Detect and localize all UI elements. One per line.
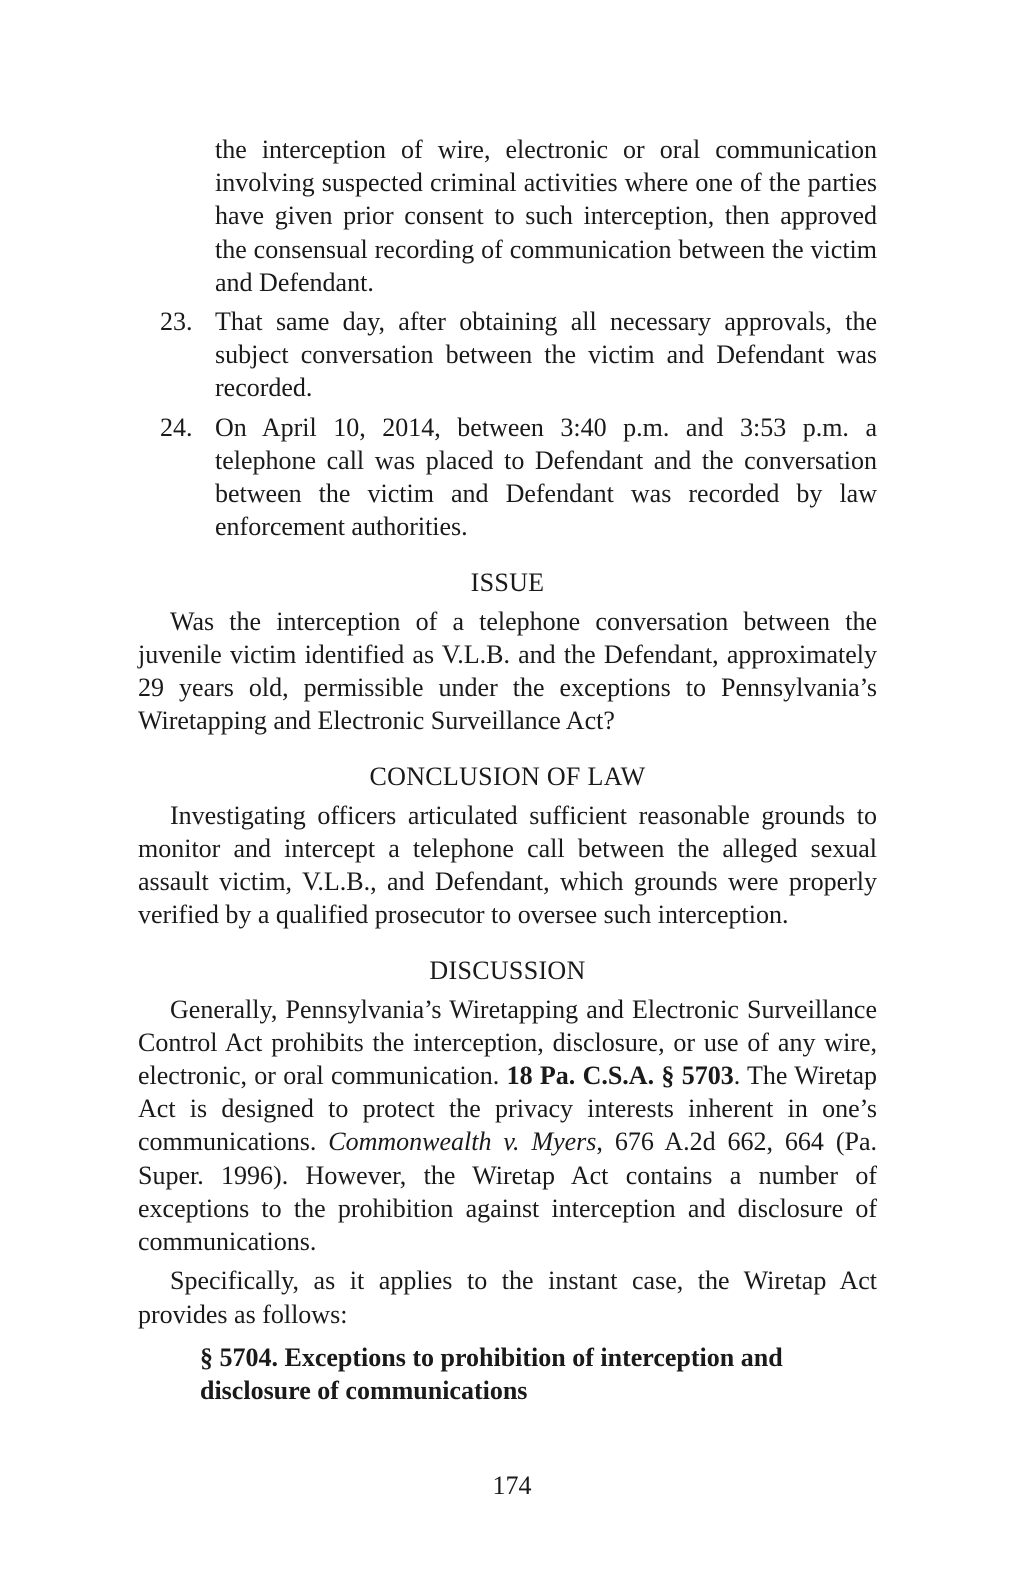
discussion-paragraph xyxy=(138,993,877,1259)
discussion-heading: DISCUSSION xyxy=(429,956,586,986)
list-item-text: On April 10, 2014, between 3:40 p.m. and 3:53 p.m. a telephone call was placed to Defendant and the conversation between the victim and Defendant was recorded by law enforcement authorities. xyxy=(215,412,877,542)
issue-paragraph: Was the interception of a telephone conversation between the juvenile victim identified as V.L.B. and the Defendant, approximately 29 years old, permissible under the exceptions to Pennsylvania’s Wiretapping and Electronic Surveillance Act? xyxy=(138,606,877,736)
page-body xyxy=(138,133,877,1407)
discussion-text: Generally, Pennsylvania’s Wiretapping and Electronic Surveillance Control Act prohibits the interception, disclosure, or use of any wire, electronic, or oral communication. xyxy=(138,994,877,1091)
list-item xyxy=(138,305,877,405)
discussion-text: . The Wiretap Act is designed to protect the privacy interests inherent in one’s communications. xyxy=(138,1061,877,1157)
discussion-text: , 676 A.2d 662, 664 (Pa. Super. 1996). However, the Wiretap Act contains a number of exceptions to the prohibition against interception and disclosure of communications. xyxy=(138,1127,878,1257)
page-number: 174 xyxy=(492,1471,532,1500)
list-item-number: 23. xyxy=(160,307,193,337)
conclusion-paragraph: Investigating officers articulated sufficient reasonable grounds to monitor and intercept a telephone call between the alleged sexual assault victim, V.L.B., and Defendant, which grounds were properly verified by a qualified prosecutor to oversee such interception. xyxy=(138,800,877,930)
conclusion-heading: CONCLUSION OF LAW xyxy=(369,762,646,792)
case-citation: Commonwealth v. Myers xyxy=(328,1127,597,1157)
list-item xyxy=(138,411,877,544)
list-item-text: That same day, after obtaining all necessary approvals, the subject conversation between the victim and Defendant was recorded. xyxy=(215,307,877,403)
statute-section-title: § 5704. Exceptions to prohibition of interception and disclosure of communications xyxy=(200,1342,783,1405)
statute-citation: 18 Pa. C.S.A. § 5703 xyxy=(506,1061,734,1091)
continued-paragraph: the interception of wire, electronic or oral communication involving suspected criminal activities where one of the parties have given prior consent to such interception, then approved the consensual recording of communication between the victim and Defendant. xyxy=(215,135,877,297)
discussion-paragraph: Specifically, as it applies to the instant case, the Wiretap Act provides as follows: xyxy=(138,1266,877,1329)
list-item-number: 24. xyxy=(160,412,193,442)
issue-heading: ISSUE xyxy=(470,568,545,598)
